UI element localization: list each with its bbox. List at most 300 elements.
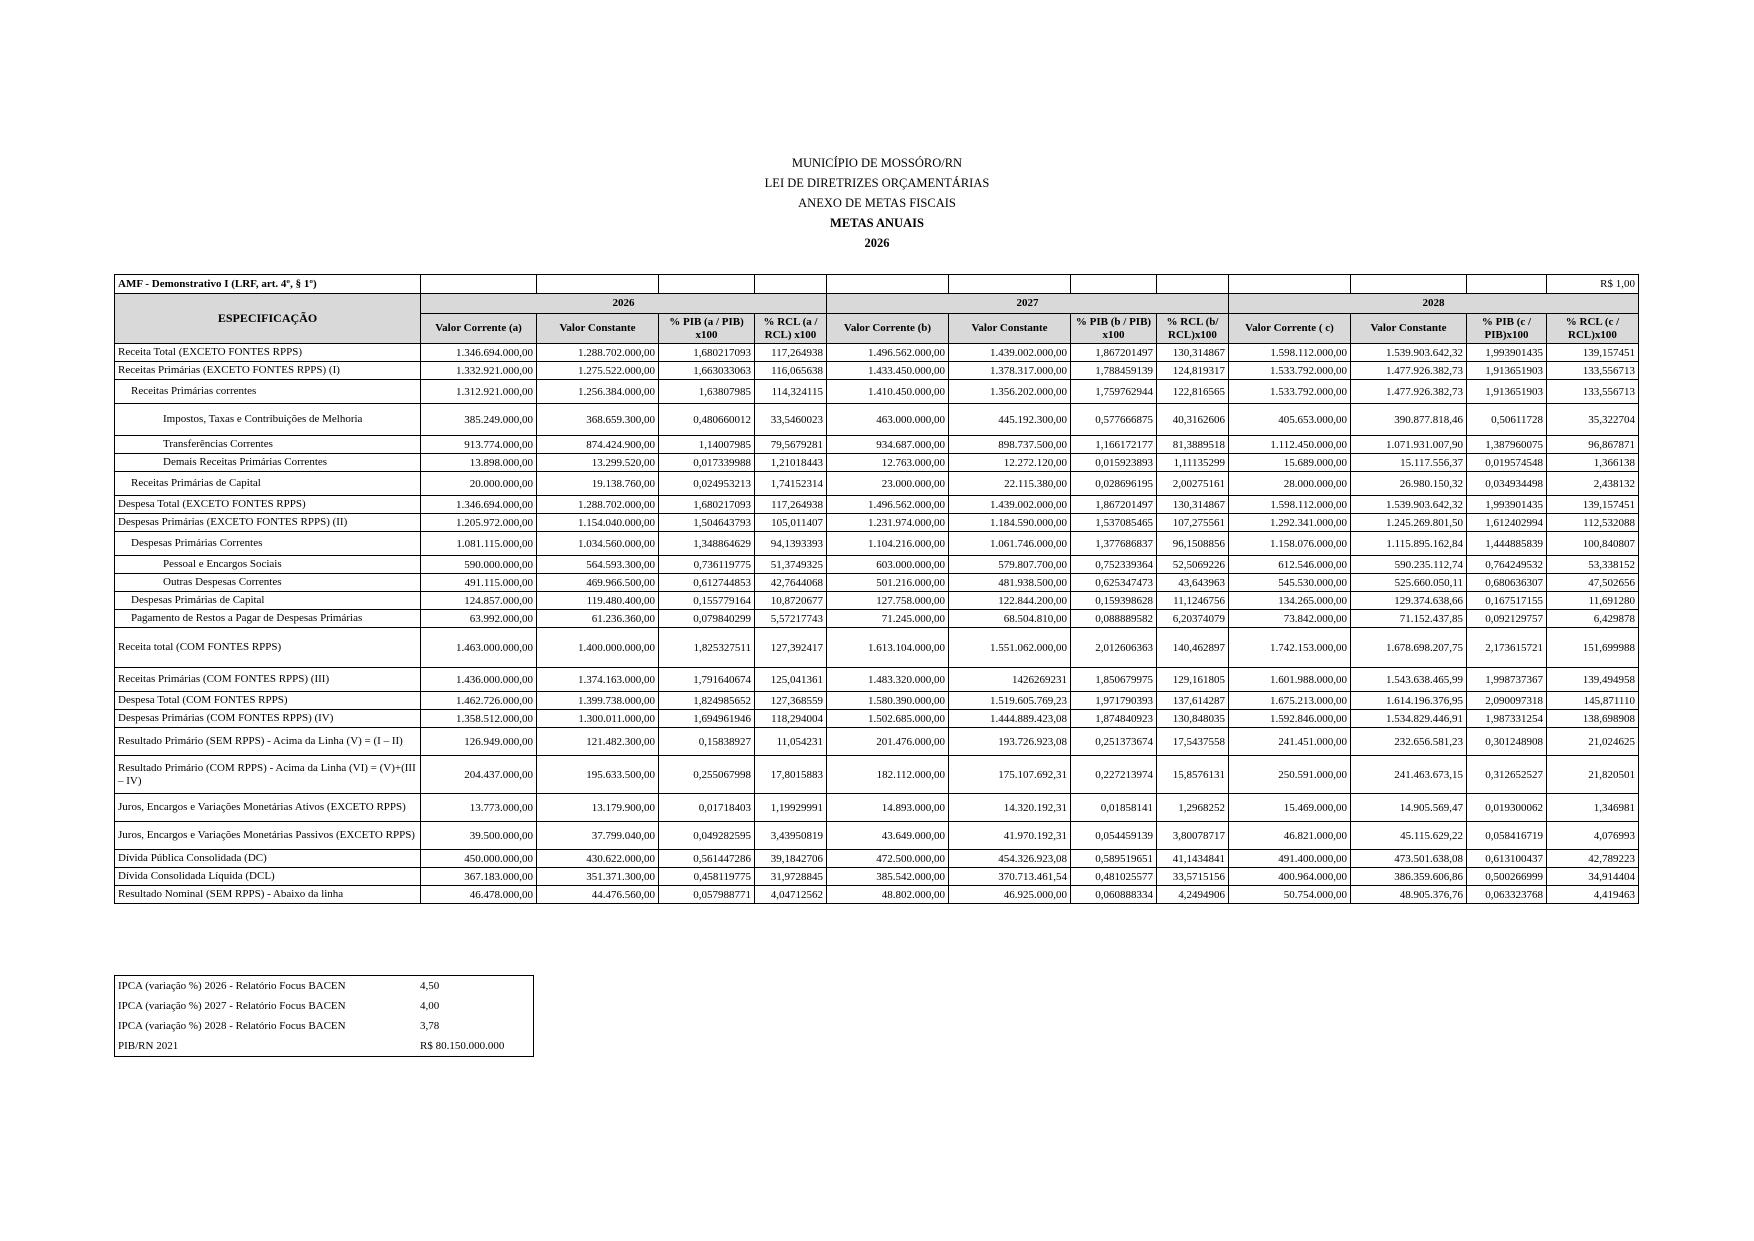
row-value: 1,504643793 [659,514,755,532]
row-value: 0,50611728 [1467,404,1547,436]
row-value: 1,694961946 [659,710,755,728]
row-value: 14.905.569,47 [1351,794,1467,822]
row-value: 126.949.000,00 [421,728,537,756]
row-value: 0,500266999 [1467,868,1547,886]
row-value: 0,312652527 [1467,756,1547,794]
ipca-label: PIB/RN 2021 [118,1040,179,1052]
row-value: 127,368559 [755,692,827,710]
row-value: 1.245.269.801,50 [1351,514,1467,532]
row-value: 1,74152314 [755,472,827,496]
row-label: Resultado Primário (SEM RPPS) - Acima da Linha (V) = (I – II) [115,728,421,756]
row-value: 81,3889518 [1157,436,1229,454]
row-value: 33,5460023 [755,404,827,436]
row-label: Juros, Encargos e Variações Monetárias Ativos (EXCETO RPPS) [115,794,421,822]
row-value: 1,387960075 [1467,436,1547,454]
row-value: 481.938.500,00 [949,574,1071,592]
row-value: 1.400.000.000,00 [537,628,659,668]
row-value: 13.179.900,00 [537,794,659,822]
row-value: 204.437.000,00 [421,756,537,794]
row-value: 0,301248908 [1467,728,1547,756]
row-value: 241.463.673,15 [1351,756,1467,794]
row-value: 138,698908 [1547,710,1639,728]
row-value: 390.877.818,46 [1351,404,1467,436]
row-value: 125,041361 [755,668,827,692]
row-value: 1.034.560.000,00 [537,532,659,556]
row-label: Outras Despesas Correntes [115,574,421,592]
row-value: 1.288.702.000,00 [537,344,659,362]
row-value: 1.081.115.000,00 [421,532,537,556]
row-value: 351.371.300,00 [537,868,659,886]
row-value: 53,338152 [1547,556,1639,574]
row-value: 430.622.000,00 [537,850,659,868]
table-row [115,868,1639,886]
row-value: 612.546.000,00 [1229,556,1351,574]
row-value: 21,820501 [1547,756,1639,794]
row-value: 1.292.341.000,00 [1229,514,1351,532]
ipca-value: R$ 80.150.000.000 [420,1040,505,1052]
row-value: 63.992.000,00 [421,610,537,628]
row-value: 1.332.921.000,00 [421,362,537,380]
header-title: METAS ANUAIS [830,216,924,230]
row-value: 1,680217093 [659,496,755,514]
row-value: 1,759762944 [1071,380,1157,404]
row-value: 1,663033063 [659,362,755,380]
table-row [115,710,1639,728]
ipca-label: IPCA (variação %) 2028 - Relatório Focus BACEN [118,1020,346,1032]
row-value: 463.000.000,00 [827,404,949,436]
row-value: 201.476.000,00 [827,728,949,756]
column-header: Valor Corrente (b) [827,314,949,344]
column-header: % PIB (c / PIB)x100 [1467,314,1547,344]
row-value: 48.905.376,76 [1351,886,1467,904]
row-value: 1,850679975 [1071,668,1157,692]
row-value: 1,346981 [1547,794,1639,822]
row-value: 454.326.923,08 [949,850,1071,868]
row-value: 0,017339988 [659,454,755,472]
row-value: 35,322704 [1547,404,1639,436]
row-value: 6,429878 [1547,610,1639,628]
row-value: 1.477.926.382,73 [1351,380,1467,404]
row-value: 1.675.213.000,00 [1229,692,1351,710]
row-value: 1,348864629 [659,532,755,556]
column-header: % RCL (a / RCL) x100 [755,314,827,344]
row-value: 1.061.746.000,00 [949,532,1071,556]
row-value: 0,060888334 [1071,886,1157,904]
row-value: 2,173615721 [1467,628,1547,668]
year-header-2028: 2028 [1229,294,1639,314]
row-value: 1.496.562.000,00 [827,344,949,362]
ipca-parameters-table [114,975,534,1057]
row-label: Receita total (COM FONTES RPPS) [115,628,421,668]
row-value: 898.737.500,00 [949,436,1071,454]
row-value: 43,643963 [1157,574,1229,592]
row-value: 545.530.000,00 [1229,574,1351,592]
row-label: Juros, Encargos e Variações Monetárias Passivos (EXCETO RPPS) [115,822,421,850]
row-value: 28.000.000,00 [1229,472,1351,496]
row-value: 12.763.000,00 [827,454,949,472]
row-value: 934.687.000,00 [827,436,949,454]
row-value: 129.374.638,66 [1351,592,1467,610]
ipca-value: 3,78 [420,1020,440,1032]
row-value: 603.000.000,00 [827,556,949,574]
row-value: 0,251373674 [1071,728,1157,756]
row-value: 124.857.000,00 [421,592,537,610]
row-value: 105,011407 [755,514,827,532]
ipca-row [115,1036,534,1057]
row-value: 0,024953213 [659,472,755,496]
row-value: 4,419463 [1547,886,1639,904]
row-value: 139,494958 [1547,668,1639,692]
ipca-label: IPCA (variação %) 2026 - Relatório Focus BACEN [118,980,346,992]
currency-unit: R$ 1,00 [1547,275,1639,294]
row-value: 1,824985652 [659,692,755,710]
row-label: Receitas Primárias de Capital [115,472,421,496]
row-value: 385.542.000,00 [827,868,949,886]
row-value: 121.482.300,00 [537,728,659,756]
row-label: Despesas Primárias (COM FONTES RPPS) (IV) [115,710,421,728]
row-value: 1,998737367 [1467,668,1547,692]
ipca-row [115,996,534,1016]
row-label: Resultado Primário (COM RPPS) - Acima da Linha (VI) = (V)+(III – IV) [115,756,421,794]
row-value: 469.966.500,00 [537,574,659,592]
row-value: 1,791640674 [659,668,755,692]
row-value: 400.964.000,00 [1229,868,1351,886]
row-value: 0,159398628 [1071,592,1157,610]
table-row [115,574,1639,592]
year-header-row [115,294,1639,314]
row-value: 116,065638 [755,362,827,380]
row-value: 0,079840299 [659,610,755,628]
table-row [115,850,1639,868]
row-value: 195.633.500,00 [537,756,659,794]
row-label: Pagamento de Restos a Pagar de Despesas Primárias [115,610,421,628]
row-value: 1.439.002.000,00 [949,496,1071,514]
row-value: 51,3749325 [755,556,827,574]
row-value: 2,438132 [1547,472,1639,496]
row-value: 96,867871 [1547,436,1639,454]
header-municipality: MUNICÍPIO DE MOSSÓRO/RN [791,156,963,170]
table-row [115,532,1639,556]
specification-header: ESPECIFICAÇÃO [115,294,421,344]
row-value: 130,314867 [1157,344,1229,362]
row-value: 1.543.638.465,99 [1351,668,1467,692]
row-value: 4,04712562 [755,886,827,904]
row-value: 94,1393393 [755,532,827,556]
row-value: 43.649.000,00 [827,822,949,850]
row-label: Despesas Primárias Correntes [115,532,421,556]
row-value: 1,14007985 [659,436,755,454]
row-value: 405.653.000,00 [1229,404,1351,436]
row-value: 1,867201497 [1071,344,1157,362]
row-value: 10,8720677 [755,592,827,610]
row-value: 0,028696195 [1071,472,1157,496]
row-value: 241.451.000,00 [1229,728,1351,756]
row-value: 1.275.522.000,00 [537,362,659,380]
row-value: 96,1508856 [1157,532,1229,556]
row-value: 1.112.450.000,00 [1229,436,1351,454]
row-value: 1.231.974.000,00 [827,514,949,532]
ipca-label: IPCA (variação %) 2027 - Relatório Focus BACEN [118,1000,346,1012]
row-value: 1.158.076.000,00 [1229,532,1351,556]
row-value: 137,614287 [1157,692,1229,710]
row-value: 52,5069226 [1157,556,1229,574]
row-value: 175.107.692,31 [949,756,1071,794]
row-value: 1.374.163.000,00 [537,668,659,692]
row-value: 0,764249532 [1467,556,1547,574]
row-value: 1,11135299 [1157,454,1229,472]
row-value: 45.115.629,22 [1351,822,1467,850]
row-value: 1.300.011.000,00 [537,710,659,728]
row-value: 19.138.760,00 [537,472,659,496]
ipca-value: 4,50 [420,980,440,992]
row-value: 127.758.000,00 [827,592,949,610]
row-value: 117,264938 [755,496,827,514]
row-value: 13.299.520,00 [537,454,659,472]
row-value: 1.613.104.000,00 [827,628,949,668]
year-header-2027: 2027 [827,294,1229,314]
column-header: Valor Constante [537,314,659,344]
row-value: 133,556713 [1547,380,1639,404]
row-value: 1.496.562.000,00 [827,496,949,514]
row-value: 1.614.196.376,95 [1351,692,1467,710]
table-row [115,380,1639,404]
row-value: 1,21018443 [755,454,827,472]
row-value: 1.399.738.000,00 [537,692,659,710]
row-value: 385.249.000,00 [421,404,537,436]
row-value: 127,392417 [755,628,827,668]
row-value: 79,5679281 [755,436,827,454]
row-value: 117,264938 [755,344,827,362]
row-value: 0,752339364 [1071,556,1157,574]
row-value: 112,532088 [1547,514,1639,532]
row-value: 1.742.153.000,00 [1229,628,1351,668]
table-row [115,668,1639,692]
row-value: 20.000.000,00 [421,472,537,496]
row-value: 1.154.040.000,00 [537,514,659,532]
row-value: 23.000.000,00 [827,472,949,496]
ipca-row [115,976,534,997]
row-value: 42,7644068 [755,574,827,592]
row-value: 1.533.792.000,00 [1229,362,1351,380]
row-value: 0,613100437 [1467,850,1547,868]
row-value: 31,9728845 [755,868,827,886]
table-row [115,496,1639,514]
table-row [115,692,1639,710]
row-value: 0,058416719 [1467,822,1547,850]
row-value: 1,971790393 [1071,692,1157,710]
row-value: 368.659.300,00 [537,404,659,436]
row-value: 1.184.590.000,00 [949,514,1071,532]
column-header: Valor Constante [949,314,1071,344]
row-value: 139,157451 [1547,496,1639,514]
row-value: 0,019300062 [1467,794,1547,822]
ipca-value: 4,00 [420,1000,440,1012]
row-value: 39.500.000,00 [421,822,537,850]
row-value: 193.726.923,08 [949,728,1071,756]
row-value: 370.713.461,54 [949,868,1071,886]
row-value: 1.288.702.000,00 [537,496,659,514]
row-value: 0,057988771 [659,886,755,904]
row-value: 0,612744853 [659,574,755,592]
table-body [115,344,1639,904]
row-value: 1.256.384.000,00 [537,380,659,404]
row-value: 15.469.000,00 [1229,794,1351,822]
row-value: 1,166172177 [1071,436,1157,454]
header-annex: ANEXO DE METAS FISCAIS [798,196,956,210]
header-law: LEI DE DIRETRIZES ORÇAMENTÁRIAS [764,176,990,190]
row-value: 1426269231 [949,668,1071,692]
row-value: 15.689.000,00 [1229,454,1351,472]
column-header: % PIB (a / PIB) x100 [659,314,755,344]
row-value: 0,015923893 [1071,454,1157,472]
row-value: 42,789223 [1547,850,1639,868]
row-value: 11,691280 [1547,592,1639,610]
row-value: 61.236.360,00 [537,610,659,628]
row-value: 1.346.694.000,00 [421,344,537,362]
row-value: 0,480660012 [659,404,755,436]
row-value: 1.463.000.000,00 [421,628,537,668]
row-value: 1.519.605.769,23 [949,692,1071,710]
row-label: Despesa Total (EXCETO FONTES RPPS) [115,496,421,514]
row-value: 0,049282595 [659,822,755,850]
row-value: 0,034934498 [1467,472,1547,496]
row-value: 1,537085465 [1071,514,1157,532]
row-value: 0,054459139 [1071,822,1157,850]
table-title: AMF - Demonstrativo I (LRF, art. 4º, § 1º) [115,275,421,294]
row-value: 2,00275161 [1157,472,1229,496]
row-value: 11,054231 [755,728,827,756]
row-value: 46.925.000,00 [949,886,1071,904]
row-value: 0,019574548 [1467,454,1547,472]
row-value: 1,913651903 [1467,362,1547,380]
row-value: 107,275561 [1157,514,1229,532]
row-value: 22.115.380,00 [949,472,1071,496]
row-value: 6,20374079 [1157,610,1229,628]
row-label: Transferências Correntes [115,436,421,454]
row-value: 1.071.931.007,90 [1351,436,1467,454]
row-value: 501.216.000,00 [827,574,949,592]
row-value: 590.235.112,74 [1351,556,1467,574]
row-value: 41.970.192,31 [949,822,1071,850]
row-value: 473.501.638,08 [1351,850,1467,868]
row-value: 37.799.040,00 [537,822,659,850]
row-value: 140,462897 [1157,628,1229,668]
row-value: 122,816565 [1157,380,1229,404]
row-value: 119.480.400,00 [537,592,659,610]
row-value: 1.678.698.207,75 [1351,628,1467,668]
row-value: 14.320.192,31 [949,794,1071,822]
row-label: Resultado Nominal (SEM RPPS) - Abaixo da linha [115,886,421,904]
row-value: 1.601.988.000,00 [1229,668,1351,692]
row-value: 1,19929991 [755,794,827,822]
row-label: Dívida Consolidada Líquida (DCL) [115,868,421,886]
row-value: 1.104.216.000,00 [827,532,949,556]
row-value: 118,294004 [755,710,827,728]
row-value: 3,43950819 [755,822,827,850]
row-label: Despesa Total (COM FONTES RPPS) [115,692,421,710]
row-value: 1,2968252 [1157,794,1229,822]
row-value: 41,1434841 [1157,850,1229,868]
row-value: 1.378.317.000,00 [949,362,1071,380]
row-value: 250.591.000,00 [1229,756,1351,794]
year-header-2026: 2026 [421,294,827,314]
row-value: 1,63807985 [659,380,755,404]
row-value: 445.192.300,00 [949,404,1071,436]
column-header: % PIB (b / PIB) x100 [1071,314,1157,344]
row-value: 46.821.000,00 [1229,822,1351,850]
table-row [115,794,1639,822]
row-value: 1,680217093 [659,344,755,362]
row-value: 100,840807 [1547,532,1639,556]
row-value: 1.592.846.000,00 [1229,710,1351,728]
row-value: 525.660.050,11 [1351,574,1467,592]
row-value: 1.598.112.000,00 [1229,496,1351,514]
row-value: 590.000.000,00 [421,556,537,574]
row-value: 68.504.810,00 [949,610,1071,628]
row-label: Receitas Primárias correntes [115,380,421,404]
row-value: 15.117.556,37 [1351,454,1467,472]
row-value: 579.807.700,00 [949,556,1071,574]
row-value: 0,063323768 [1467,886,1547,904]
table-row [115,404,1639,436]
table-row [115,556,1639,574]
row-value: 1.598.112.000,00 [1229,344,1351,362]
document-header [0,153,1754,253]
row-value: 21,024625 [1547,728,1639,756]
table-row [115,436,1639,454]
table-row [115,472,1639,496]
row-value: 1.410.450.000,00 [827,380,949,404]
row-value: 145,871110 [1547,692,1639,710]
row-value: 491.115.000,00 [421,574,537,592]
row-value: 1.580.390.000,00 [827,692,949,710]
row-value: 0,589519651 [1071,850,1157,868]
table-row [115,454,1639,472]
row-value: 1,612402994 [1467,514,1547,532]
row-value: 0,458119775 [659,868,755,886]
row-value: 1.436.000.000,00 [421,668,537,692]
row-value: 1.346.694.000,00 [421,496,537,514]
row-value: 0,167517155 [1467,592,1547,610]
row-value: 1.533.792.000,00 [1229,380,1351,404]
row-value: 17,8015883 [755,756,827,794]
row-value: 130,848035 [1157,710,1229,728]
row-label: Pessoal e Encargos Sociais [115,556,421,574]
row-label: Dívida Pública Consolidada (DC) [115,850,421,868]
row-value: 1.205.972.000,00 [421,514,537,532]
row-label: Demais Receitas Primárias Correntes [115,454,421,472]
row-value: 15,8576131 [1157,756,1229,794]
column-header: % RCL (b/ RCL)x100 [1157,314,1229,344]
row-value: 0,227213974 [1071,756,1157,794]
row-label: Receitas Primárias (EXCETO FONTES RPPS) (I) [115,362,421,380]
row-value: 1,444885839 [1467,532,1547,556]
row-value: 130,314867 [1157,496,1229,514]
row-value: 0,481025577 [1071,868,1157,886]
row-value: 1,788459139 [1071,362,1157,380]
row-value: 11,1246756 [1157,592,1229,610]
row-value: 472.500.000,00 [827,850,949,868]
row-value: 1.462.726.000,00 [421,692,537,710]
row-value: 40,3162606 [1157,404,1229,436]
row-value: 0,561447286 [659,850,755,868]
row-value: 450.000.000,00 [421,850,537,868]
row-value: 151,699988 [1547,628,1639,668]
row-value: 1.502.685.000,00 [827,710,949,728]
row-value: 1,993901435 [1467,496,1547,514]
row-value: 0,15838927 [659,728,755,756]
row-value: 39,1842706 [755,850,827,868]
